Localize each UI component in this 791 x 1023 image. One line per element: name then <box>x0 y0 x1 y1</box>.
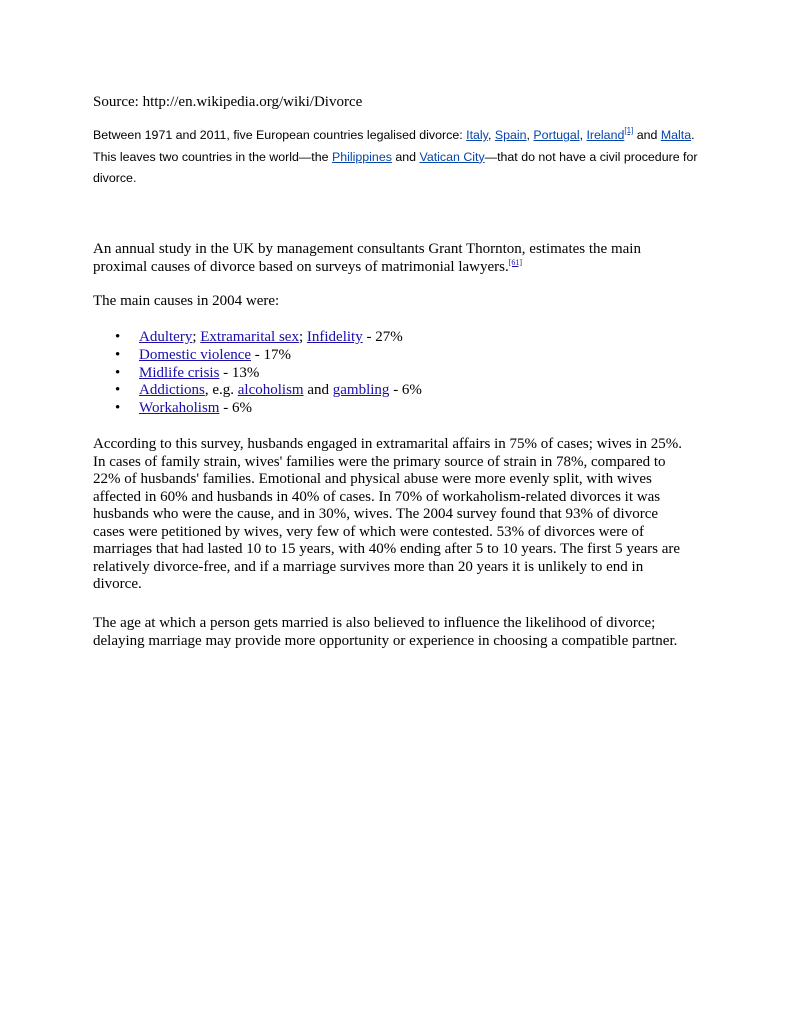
causes-heading: The main causes in 2004 were: <box>93 293 280 309</box>
link-portugal[interactable]: Portugal <box>533 128 580 142</box>
list-item <box>93 400 422 418</box>
link-gambling[interactable]: gambling <box>332 382 390 399</box>
separator: and <box>303 382 333 399</box>
separator: , <box>526 128 534 142</box>
bullet-icon: • <box>115 364 121 381</box>
europe-text-5: —that do not have a civil procedure for divorce. <box>93 149 698 185</box>
source-line: Source: http://en.wikipedia.org/wiki/Divorce <box>93 94 363 110</box>
list-item <box>93 365 422 383</box>
bullet-icon: • <box>115 346 121 363</box>
separator: , e.g. <box>204 382 238 399</box>
survey-paragraph: According to this survey, husbands engaged in extramarital affairs in 75% of cases; wives in 25%. In cases of family strain, wives' families were the primary source of strain in 78%, compared to 22% of husbands' families. Emotional and physical abuse were more evenly split, with wives affected in 60% and husbands in 40% of cases. In 70% of workaholism-related divorces it was husbands who were the cause, and in 30%, wives. The 2004 survey found that 93% of divorce cases were petitioned by wives, very few of which were contested. 53% of divorces were of marriages that had lasted 10 to 15 years, with 40% ending after 5 to 10 years. The first 5 years are relatively divorce-free, and if a marriage survives more than 20 years it is unlikely to end in divorce. <box>93 436 683 592</box>
study-paragraph <box>93 241 683 276</box>
link-ireland[interactable]: Ireland <box>586 128 625 142</box>
bullet-icon: • <box>115 329 121 345</box>
list-item <box>93 382 422 400</box>
cause-percent: - 6% <box>389 382 422 399</box>
link-vatican-city[interactable]: Vatican City <box>419 149 485 164</box>
study-text: An annual study in the UK by management consultants Grant Thornton, estimates the main proximal causes of divorce based on surveys of matrimonial lawyers. <box>93 241 641 275</box>
cause-percent: - 6% <box>219 400 252 417</box>
causes-list <box>93 329 422 418</box>
link-domestic-violence[interactable]: Domestic violence <box>139 346 252 363</box>
cause-percent: - 17% <box>251 346 292 363</box>
link-philippines[interactable]: Philippines <box>331 149 392 164</box>
link-infidelity[interactable]: Infidelity <box>306 329 363 345</box>
europe-text-2: and <box>633 128 661 142</box>
link-italy[interactable]: Italy <box>466 128 488 142</box>
europe-paragraph <box>93 125 703 190</box>
cause-percent: - 13% <box>219 364 260 381</box>
europe-text-3: . This leaves two countries in the world—the <box>93 128 695 164</box>
list-item <box>93 347 422 365</box>
europe-text-1: Between 1971 and 2011, five European countries legalised divorce: <box>93 128 467 142</box>
reference-1-link[interactable]: [1] <box>624 126 634 135</box>
bullet-icon: • <box>115 382 121 399</box>
age-paragraph: The age at which a person gets married is also believed to influence the likelihood of divorce; delaying marriage may provide more opportunity or experience in choosing a compatible partner. <box>93 615 678 649</box>
reference-61-link[interactable]: [61] <box>508 257 523 267</box>
link-adultery[interactable]: Adultery <box>139 329 193 345</box>
link-midlife-crisis[interactable]: Midlife crisis <box>139 364 220 381</box>
separator: , <box>487 128 495 142</box>
link-malta[interactable]: Malta <box>660 128 692 142</box>
separator: ; <box>298 329 307 345</box>
separator: , <box>579 128 587 142</box>
link-alcoholism[interactable]: alcoholism <box>237 382 304 399</box>
link-workaholism[interactable]: Workaholism <box>139 400 220 417</box>
link-spain[interactable]: Spain <box>494 128 527 142</box>
list-item <box>93 329 422 347</box>
europe-text-4: and <box>391 149 420 164</box>
link-extramarital-sex[interactable]: Extramarital sex <box>200 329 299 345</box>
link-addictions[interactable]: Addictions <box>139 382 205 399</box>
bullet-icon: • <box>115 400 121 417</box>
cause-percent: - 27% <box>362 329 403 345</box>
separator: ; <box>192 329 201 345</box>
